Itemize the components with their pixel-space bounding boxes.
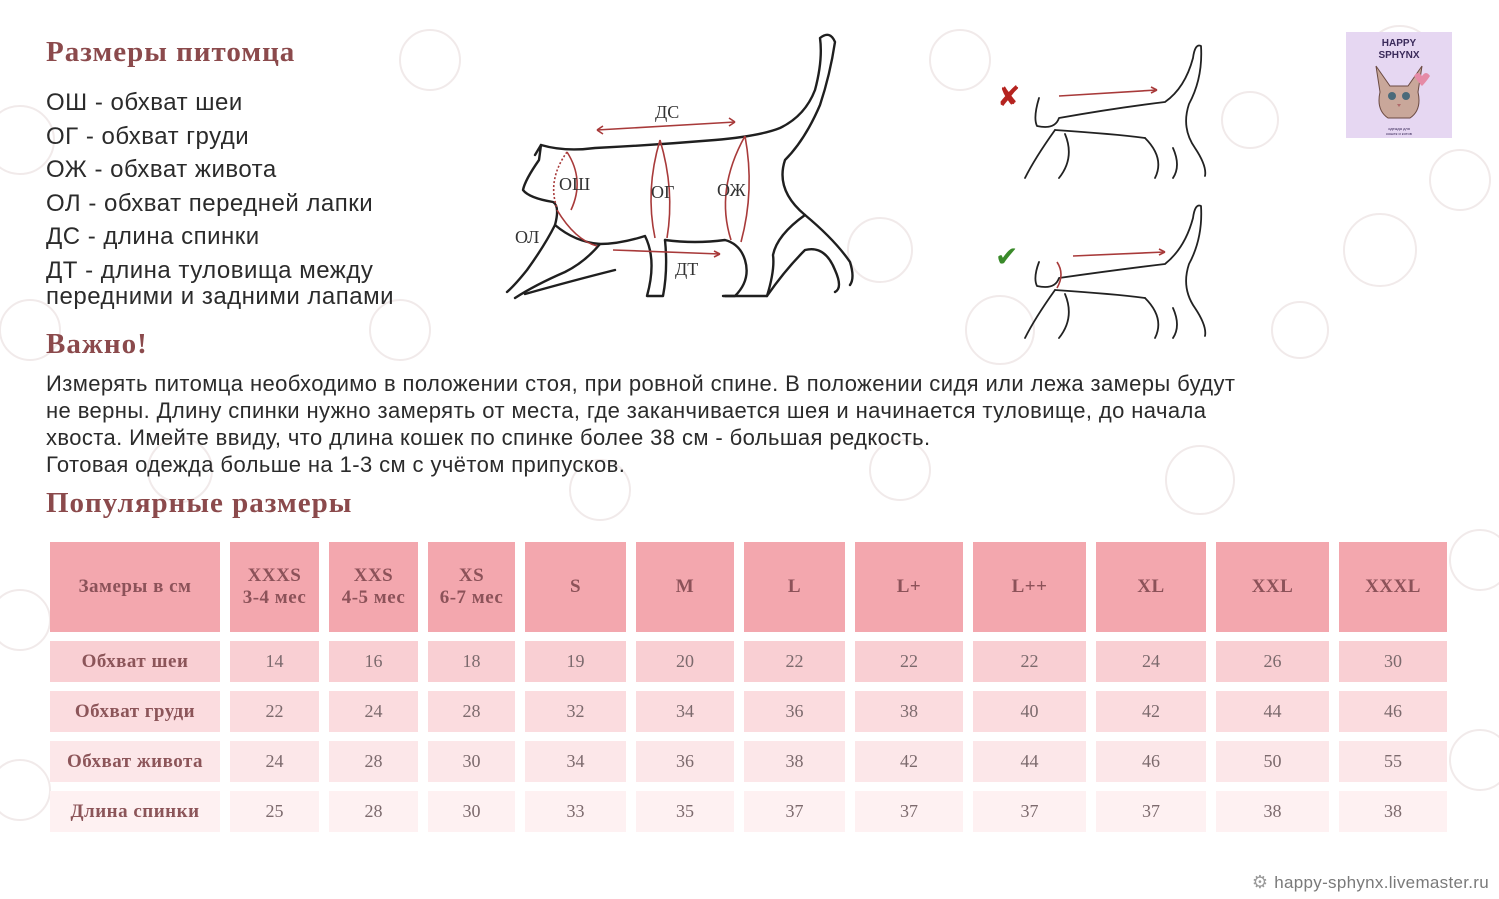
table-cell: 34 [525,741,626,782]
table-cell: 42 [855,741,963,782]
important-title: Важно! [46,328,148,360]
age-label: 4-5 мес [341,587,406,608]
table-row [50,741,1447,782]
important-line: не верны. Длину спинки нужно замерять от места, где заканчивается шея и начинается туловище, до начала [46,398,1207,423]
table-cell: 22 [744,641,845,682]
list-item: ОЖ - обхват живота [46,156,277,183]
list-item: ОШ - обхват шеи [46,89,243,116]
osh-label: ОШ [559,174,591,194]
column-header [636,542,734,632]
logo-line4: кошек и котов [1386,131,1412,136]
logo-line3: одежда для [1388,126,1410,131]
size-label: M [675,576,695,597]
important-line: Готовая одежда больше на 1-3 см с учётом припусков. [46,452,626,477]
table-cell: 36 [744,691,845,732]
wrong-measure-diagram [995,38,1215,183]
table-cell: 32 [525,691,626,732]
column-header [855,542,963,632]
column-header [744,542,845,632]
table-cell: 37 [973,791,1086,832]
table-cell: 28 [329,791,418,832]
brand-logo [1346,32,1452,138]
column-header [1216,542,1329,632]
important-line: Измерять питомца необходимо в положении стоя, при ровной спине. В положении сидя или лежа замеры будут [46,371,1236,396]
size-label: L+ [896,576,922,597]
table-cell: 24 [1096,641,1206,682]
table-cell: 44 [973,741,1086,782]
cross-icon: ✘ [997,80,1021,113]
row-label: Обхват груди [50,691,220,732]
logo-line2: SPHYNX [1378,50,1420,61]
size-label: XXXL [1365,576,1421,597]
dt-label: ДТ [675,259,699,279]
list-item: ДС - длина спинки [46,223,260,250]
table-cell: 28 [329,741,418,782]
table-cell: 16 [329,641,418,682]
row-label: Обхват живота [50,741,220,782]
table-cell: 37 [1096,791,1206,832]
table-cell: 42 [1096,691,1206,732]
table-cell: 37 [855,791,963,832]
table-cell: 18 [428,641,515,682]
right-measure-diagram [995,198,1215,343]
important-paragraph [46,370,1466,478]
cat-measurement-diagram [505,30,865,305]
table-cell: 55 [1339,741,1447,782]
table-cell: 37 [744,791,845,832]
table-cell: 38 [744,741,845,782]
corner-header: Замеры в см [50,542,220,632]
checkmark-icon: ✔ [995,240,1019,273]
size-label: XL [1137,576,1165,597]
sphynx-cat-icon [1366,62,1432,124]
pet-sizes-title: Размеры питомца [46,36,296,68]
column-header [973,542,1086,632]
table-cell: 24 [230,741,319,782]
column-header [1339,542,1447,632]
age-label: 3-4 мес [242,587,307,608]
table-cell: 22 [855,641,963,682]
size-label: XXXS [247,565,302,586]
table-row [50,791,1447,832]
logo-line1: HAPPY [1381,38,1417,49]
table-cell: 44 [1216,691,1329,732]
table-cell: 22 [230,691,319,732]
table-row [50,641,1447,682]
table-cell: 30 [1339,641,1447,682]
table-cell: 34 [636,691,734,732]
table-cell: 26 [1216,641,1329,682]
ol-label: ОЛ [515,227,540,247]
column-header [329,542,418,632]
site-link[interactable]: happy-sphynx.livemaster.ru [1274,873,1489,892]
column-header [230,542,319,632]
table-cell: 38 [855,691,963,732]
list-item: ОЛ - обхват передней лапки [46,189,374,217]
size-label: XXS [353,565,394,586]
list-item: ДТ - длина туловища между передними и задними лапами [46,256,395,310]
ozh-label: ОЖ [717,180,746,200]
size-label: XS [458,565,485,586]
table-cell: 22 [973,641,1086,682]
table-cell: 25 [230,791,319,832]
gear-icon: ⚙ [1251,872,1269,892]
row-label: Обхват шеи [50,641,220,682]
age-label: 6-7 мес [439,587,504,608]
table-header-row [50,542,1447,632]
table-cell: 14 [230,641,319,682]
table-cell: 28 [428,691,515,732]
table-row [50,691,1447,732]
row-label: Длина спинки [50,791,220,832]
column-header [525,542,626,632]
table-cell: 35 [636,791,734,832]
site-footer [1252,872,1489,893]
og-label: ОГ [651,182,675,202]
popular-sizes-title: Популярные размеры [46,487,353,519]
table-cell: 30 [428,741,515,782]
table-cell: 36 [636,741,734,782]
size-label: XXL [1251,576,1294,597]
table-cell: 33 [525,791,626,832]
table-cell: 30 [428,791,515,832]
size-label: L++ [1011,576,1048,597]
abbreviations-list [46,86,486,310]
table-cell: 46 [1339,691,1447,732]
table-cell: 19 [525,641,626,682]
size-label: L [787,576,802,597]
column-header [428,542,515,632]
table-cell: 40 [973,691,1086,732]
table-cell: 24 [329,691,418,732]
table-cell: 46 [1096,741,1206,782]
size-label: S [569,576,582,597]
size-table [40,533,1457,841]
important-line: хвоста. Имейте ввиду, что длина кошек по спинке более 38 см - большая редкость. [46,425,931,450]
column-header [1096,542,1206,632]
table-cell: 38 [1216,791,1329,832]
ds-label: ДС [655,102,680,122]
table-cell: 38 [1339,791,1447,832]
list-item: ОГ - обхват груди [46,122,250,150]
table-cell: 50 [1216,741,1329,782]
table-cell: 20 [636,641,734,682]
